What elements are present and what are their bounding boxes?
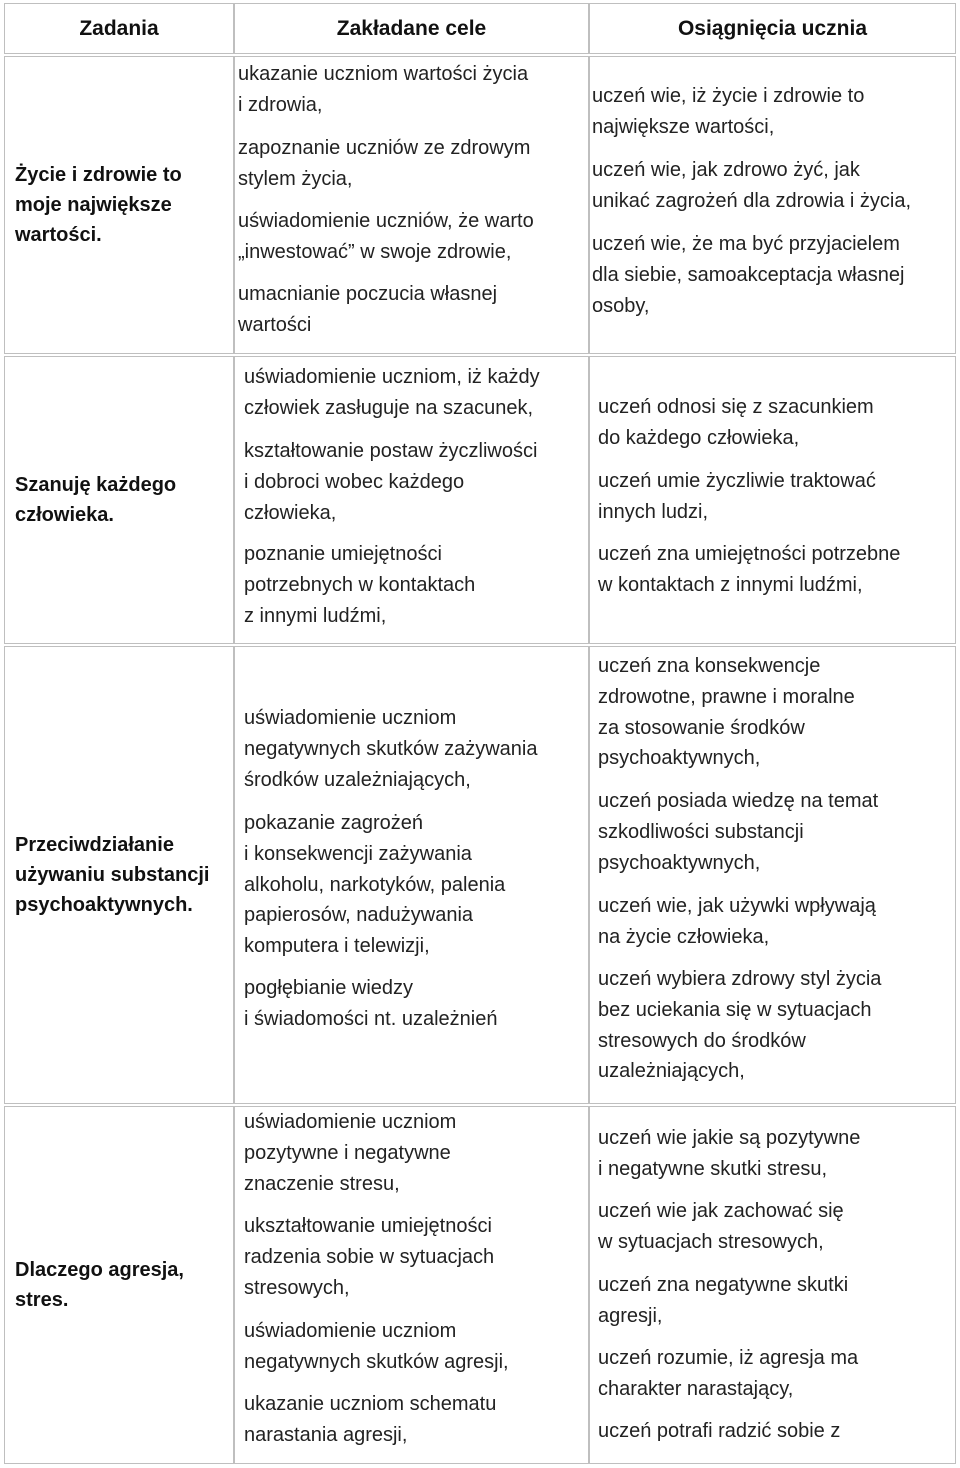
goal-item: uświadomienie uczniom negatywnych skutków agresji, (244, 1320, 509, 1373)
goal-item: ukształtowanie umiejętności radzenia sobie w sytuacjach stresowych, (244, 1215, 495, 1299)
achievement-item: uczeń wie, jak używki wpływają na życie człowieka, (598, 895, 876, 948)
task-cell (4, 356, 234, 644)
goal-item: pokazanie zagrożeń i konsekwencji zażywania alkoholu, narkotyków, palenia papierosów, nadużywania komputera i telewizji, (244, 812, 506, 958)
achievement-item: uczeń zna negatywne skutki agresji, (598, 1274, 849, 1327)
achievement-item: uczeń wie, że ma być przyjacielem dla siebie, samoakceptacja własnej osoby, (592, 233, 905, 317)
task-label: Życie i zdrowie to moje największe wartości. (15, 164, 182, 246)
achievement-item: uczeń umie życzliwie traktować innych ludzi, (598, 470, 876, 523)
goal-item: ukazanie uczniom schematu narastania agresji, (244, 1393, 497, 1446)
header-tasks-label: Zadania (79, 16, 159, 40)
achievement-item: uczeń rozumie, iż agresja ma charakter narastający, (598, 1347, 859, 1400)
achievement-item: uczeń odnosi się z szacunkiem do każdego człowieka, (598, 396, 874, 449)
task-label: Przeciwdziałanie używaniu substancji psychoaktywnych. (15, 834, 210, 916)
task-label: Dlaczego agresja, stres. (15, 1259, 184, 1311)
goal-item: kształtowanie postaw życzliwości i dobroci wobec każdego człowieka, (244, 440, 538, 524)
task-cell (4, 646, 234, 1104)
goal-item: pogłębianie wiedzy i świadomości nt. uzależnień (244, 977, 498, 1030)
achievement-item: uczeń wie jakie są pozytywne i negatywne skutki stresu, (598, 1127, 861, 1180)
goal-item: umacnianie poczucia własnej wartości (238, 283, 498, 336)
achievement-item: uczeń posiada wiedzę na temat szkodliwości substancji psychoaktywnych, (598, 790, 879, 874)
achievement-item: uczeń zna umiejętności potrzebne w kontaktach z innymi ludźmi, (598, 543, 901, 596)
header-goals-label: Zakładane cele (336, 16, 487, 40)
task-cell (4, 56, 234, 354)
achievement-item: uczeń potrafi radzić sobie z (598, 1420, 841, 1442)
task-cell (4, 1106, 234, 1464)
header-tasks (4, 3, 234, 54)
goal-item: ukazanie uczniom wartości życia i zdrowia, (238, 63, 529, 116)
goal-item: uświadomienie uczniom, iż każdy człowiek zasługuje na szacunek, (244, 366, 540, 419)
achievement-item: uczeń zna konsekwencje zdrowotne, prawne i moralne za stosowanie środków psychoaktywnych, (598, 655, 855, 770)
goal-item: uświadomienie uczniom pozytywne i negatywne znaczenie stresu, (244, 1111, 457, 1195)
achievement-item: uczeń wybiera zdrowy styl życia bez uciekania się w sytuacjach stresowych do środków uzależniających, (598, 968, 882, 1083)
task-label: Szanuję każdego człowieka. (15, 474, 177, 526)
achievement-item: uczeń wie, jak zdrowo żyć, jak unikać zagrożeń dla zdrowia i życia, (592, 159, 912, 212)
header-achievements-label: Osiągnięcia ucznia (677, 16, 868, 40)
achievement-item: uczeń wie jak zachować się w sytuacjach stresowych, (598, 1200, 844, 1253)
goal-item: zapoznanie uczniów ze zdrowym stylem życia, (238, 137, 531, 190)
goal-item: uświadomienie uczniów, że warto „inwestować” w swoje zdrowie, (238, 210, 534, 263)
header-goals (234, 3, 589, 54)
achievement-item: uczeń wie, iż życie i zdrowie to największe wartości, (592, 85, 865, 138)
goal-item: poznanie umiejętności potrzebnych w kontaktach z innymi ludźmi, (244, 543, 476, 627)
goal-item: uświadomienie uczniom negatywnych skutków zażywania środków uzależniających, (244, 707, 538, 791)
header-achievements (589, 3, 956, 54)
